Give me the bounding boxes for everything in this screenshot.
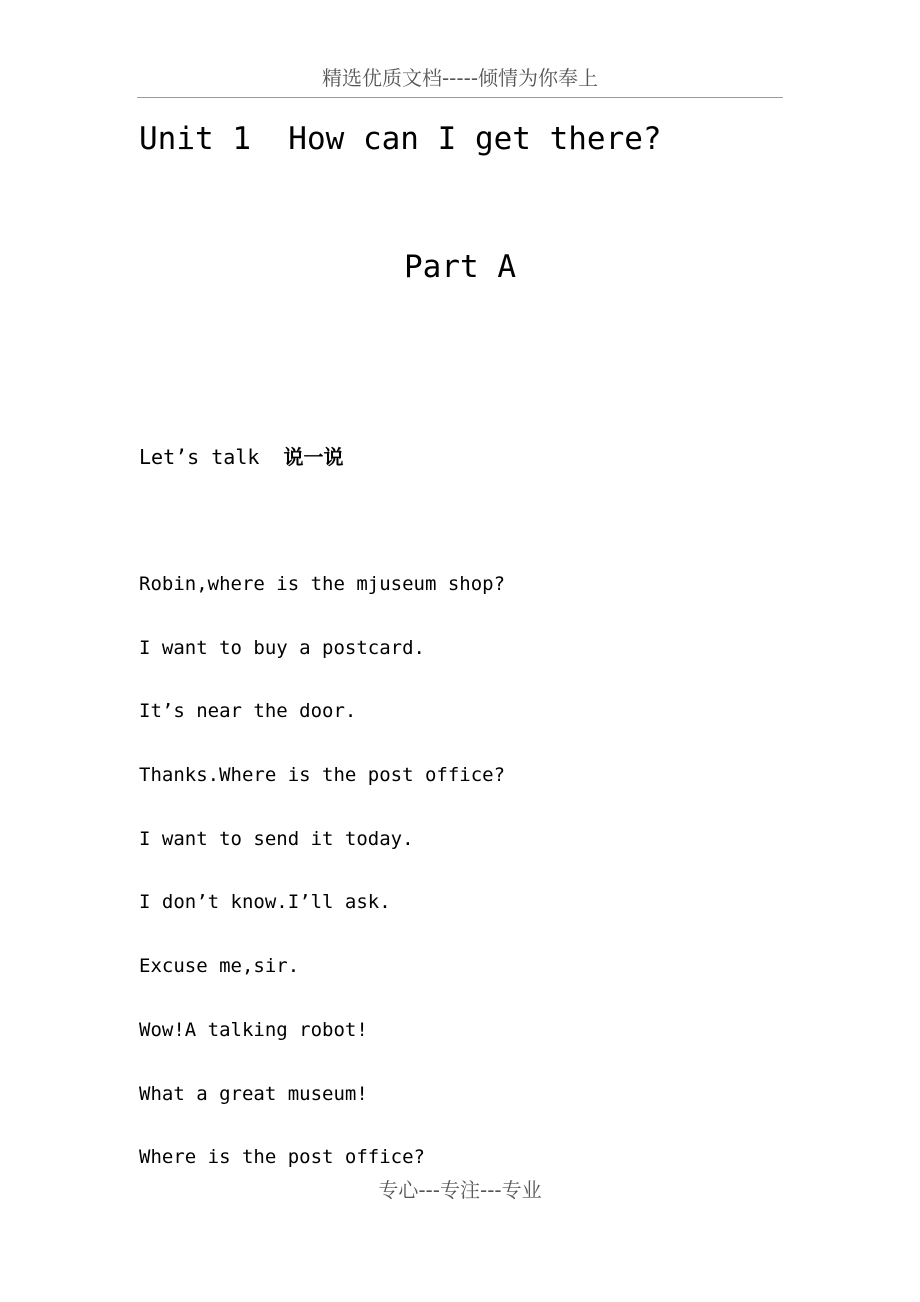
dialogue-line: Where is the post office? <box>139 1146 425 1169</box>
dialogue-line: I want to buy a postcard. <box>139 636 425 659</box>
dialogue-line: I want to send it today. <box>139 827 414 850</box>
header-divider <box>137 97 783 98</box>
dialogue-lines <box>139 570 505 1207</box>
dialogue-line: What a great museum! <box>139 1082 368 1105</box>
dialogue-line: Excuse me,sir. <box>139 955 300 978</box>
page-footer: 专心---专注---专业 <box>378 1178 542 1202</box>
unit-title: Unit 1 How can I get there? <box>139 121 662 157</box>
section-label-cn: 说一说 <box>283 445 344 469</box>
dialogue-line: Robin,where is the mjuseum shop? <box>139 573 506 595</box>
section-label: Let’s talk <box>139 445 284 469</box>
part-heading: Part A <box>404 249 516 285</box>
page-header: 精选优质文档-----倾情为你奉上 <box>321 66 599 90</box>
dialogue-line: Wow!A talking robot! <box>139 1018 368 1041</box>
dialogue-line: It’s near the door. <box>139 700 357 723</box>
dialogue-line: Thanks.Where is the post office? <box>139 764 506 787</box>
dialogue-line: I don’t know.I’ll ask. <box>139 891 391 914</box>
section-heading <box>139 443 344 471</box>
